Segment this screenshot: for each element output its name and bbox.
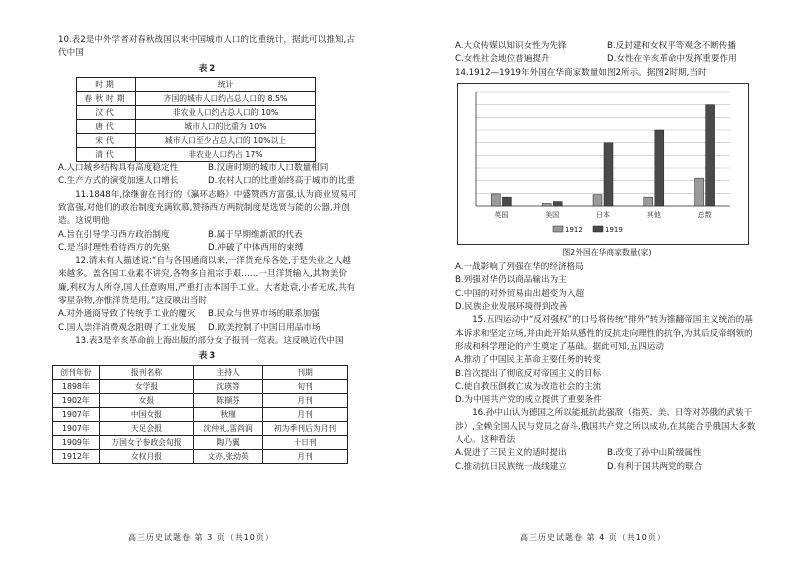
table-header: 主持人: [194, 365, 263, 379]
q16-options-row2: [455, 461, 759, 474]
q12-option-c[interactable]: C.国人崇洋消费观念阻碍了工业发展: [58, 322, 196, 333]
table-cell: 汉代: [77, 105, 136, 119]
table-header-row: [53, 365, 348, 379]
x-tick-label: 日本: [596, 210, 610, 219]
bar-1912-0: [491, 194, 500, 206]
table-cell: 文亦,张幼英: [194, 449, 263, 463]
footer-right: 高三历史试题卷 第 4 页（共10页）: [520, 533, 666, 542]
table-cell: 女学报: [99, 379, 193, 393]
table-cell: 齐国的城市人口约占总人口的 8.5%: [136, 91, 316, 105]
table-row: [53, 379, 348, 393]
legend-label-1919: 1919: [605, 225, 623, 234]
table-header: 时期: [77, 77, 136, 91]
q10-option-d[interactable]: D.农村人口的比重始终高于城市的比重: [208, 176, 355, 187]
table-header: 报刊名称: [99, 365, 193, 379]
table-cell: 月刊: [263, 449, 348, 463]
table-cell: 月刊: [263, 393, 348, 407]
table-cell: 万国女子参政会旬报: [99, 435, 193, 449]
figure2-caption: 图2外国在华商家数量(家): [562, 247, 652, 257]
q14-option-c[interactable]: C.中国的对外贸易由出超变为入超: [455, 288, 585, 299]
q10-option-a[interactable]: A.人口城乡结构具有高度稳定性: [58, 162, 179, 173]
table-cell: 中国女报: [99, 407, 193, 421]
table-row: [53, 393, 348, 407]
q15-stem: 15.五四运动中“反对强权”的口号将传统“排外”转为推翻帝国主义统治的基本诉求和坚定立场,并由此开始从感性的反抗走向理性的抗争,为其后反帝纲领的形成和科学理论的产生奠定了基础。据此可知,五四运动: [455, 315, 753, 352]
bar-1912-3: [644, 197, 653, 206]
q11-options-row2: [58, 242, 358, 255]
q11-option-b[interactable]: B.属于早期维新派的代表: [208, 229, 303, 240]
q13-option-a[interactable]: A.大众传媒以知识女性为先锋: [455, 41, 567, 51]
q14-option-d[interactable]: D.民族企业发展环境得到改善: [455, 301, 568, 312]
bar-1912-2: [593, 195, 602, 206]
q12-stem: 12.清末有人描述说:“自与各国通商以来,一洋货充斥各处,于是失业之人越来越多。盖各国工业素不讲究,各物多自祖宗手艰……一旦洋货输入,其物美价廉,利权为人所夺,国人任意购用,严重打击本国手工业。大者赴衰,小者无成,共有零星杂物,亦惟洋货是用。”这反映出当时: [58, 256, 356, 307]
table-row: [77, 105, 316, 119]
figure2-svg: [458, 84, 748, 244]
table-cell: 城市人口的比重为 10%: [136, 119, 316, 133]
table-row: [77, 91, 316, 105]
table-cell: 十日刊: [263, 435, 348, 449]
q10-options-row1: [58, 162, 358, 175]
q10-stem: 10.表2是中外学者对春秋战国以来中国城市人口的比重统计，据此可以推知,古代中国: [58, 35, 355, 59]
q12-options-row1: [58, 308, 358, 321]
table-row: [53, 449, 348, 463]
q12-option-b[interactable]: B.民众与世界市场的联系加强: [208, 309, 320, 320]
legend-swatch-1919: [593, 226, 603, 232]
bar-1919-1: [553, 202, 562, 206]
table-header-row: [77, 77, 316, 91]
q13-stem: 13.表3是辛亥革命前上海出版的部分女子报刊一览表。这反映近代中国: [75, 336, 344, 346]
table-cell: 女权月报: [99, 449, 193, 463]
table3-title: 表3: [198, 351, 218, 362]
q16-option-d[interactable]: D.有利于国共两党的联合: [607, 461, 703, 472]
q10-option-c[interactable]: C.生产方式的演变加速人口增长: [58, 176, 179, 187]
table-cell: 1909年: [53, 435, 100, 449]
bar-1919-4: [706, 105, 715, 206]
table-row: [53, 407, 348, 421]
x-tick-label: 总数: [697, 210, 712, 219]
legend-swatch-1912: [553, 226, 563, 232]
table-header: 创刊年份: [53, 365, 100, 379]
q16-option-a[interactable]: A.促进了三民主义的适时提出: [455, 448, 567, 459]
x-tick-label: 美国: [545, 210, 560, 219]
table-cell: 沈仲礼,雷尚润: [194, 421, 263, 435]
bar-1919-0: [502, 197, 511, 206]
table3: [52, 365, 348, 464]
q15-option-b[interactable]: B.首次提出了彻底反对帝国主义的目标: [455, 368, 602, 379]
table-cell: 1912年: [53, 449, 100, 463]
legend-label-1912: 1912: [565, 225, 583, 234]
q15-option-c[interactable]: C.使自救压倒救亡成为改造社会的主流: [455, 381, 602, 392]
table-cell: 女报: [99, 393, 193, 407]
figure2-chart: [457, 83, 749, 245]
q13-option-b[interactable]: B.反封建和女权平等观念不断传播: [607, 41, 736, 51]
table-row: [77, 133, 316, 147]
table-cell: 秋瑾: [194, 407, 263, 421]
q15-options: [455, 354, 759, 407]
table-header: 刊期: [263, 365, 348, 379]
table-cell: 陈撷芬: [194, 393, 263, 407]
q11-options-row1: [58, 229, 358, 242]
table-cell: 月刊: [263, 407, 348, 421]
q11-option-a[interactable]: A.旨在引导学习西方政治制度: [58, 229, 170, 240]
table-cell: 沈瑛等: [194, 379, 263, 393]
q10-option-b[interactable]: B.汉唐时期的城市人口数量相同: [208, 162, 329, 173]
table-row: [77, 119, 316, 133]
q13-options-row2: [455, 53, 759, 66]
table-row: [53, 435, 348, 449]
q13-option-c[interactable]: C.女性社会地位普遍提升: [455, 54, 550, 65]
q13-options-row1: [455, 40, 759, 53]
table-cell: 春秋时期: [77, 91, 136, 105]
table-cell: 非农业人口约占总人口的 10%: [136, 105, 316, 119]
q14-option-a[interactable]: A.一战影响了列强在华的经济格局: [455, 262, 584, 273]
q11-option-d[interactable]: D.冲破了中体西用的束缚: [208, 242, 304, 253]
table-cell: 宋代: [77, 133, 136, 147]
table2-title: 表2: [198, 63, 218, 74]
q11-stem: 11.1848年,徐继畬在刊行的《瀛环志略》中盛赞西方富强,认为商业贸易可致富强,对他们的政治制度充满钦慕,赞扬西方两院制度是选贤与能的公器,并创造。这说明他: [58, 189, 357, 227]
bar-1912-4: [695, 178, 704, 206]
footer-left: 高三历史试题卷 第 3 页（共10页）: [128, 533, 274, 542]
table-cell: 1902年: [53, 393, 100, 407]
q16-options-row1: [455, 447, 759, 460]
table-cell: 1907年: [53, 407, 100, 421]
q16-stem: 16.孙中山认为德国之所以能抵抗此强敌（指英、美、日等对苏俄的武装干涉）,全赖全国人民与党员之奋斗,俄国共产党之所以成功,在其能合乎俄国大多数人心。这种看法: [455, 408, 756, 446]
table-cell: 1898年: [53, 379, 100, 393]
q14-option-b[interactable]: B.列强对华仍以商品输出为主: [455, 275, 567, 286]
q14-stem: 14.1912—1919年外国在华商家数量如图2所示。据图2时期,当时: [455, 67, 707, 78]
table-cell: 1907年: [53, 421, 100, 435]
table-cell: 天足会报: [99, 421, 193, 435]
q13-option-d[interactable]: D.女性在辛亥革命中发挥重要作用: [607, 54, 737, 65]
q15-option-a[interactable]: A.推动了中国民主革命主要任务的转变: [455, 355, 601, 366]
table-cell: 旬刊: [263, 379, 348, 393]
q14-options: [455, 261, 759, 314]
q15-option-d[interactable]: D.为中国共产党的成立提供了重要条件: [455, 395, 602, 406]
table-cell: 城市人口至少占总人口的 10%以上: [136, 133, 316, 147]
bar-1919-2: [604, 143, 613, 206]
bar-1919-3: [655, 130, 664, 206]
bar-1912-1: [542, 203, 551, 206]
table-header: 统计: [136, 77, 316, 91]
table-row: [53, 421, 348, 435]
q10-options-row2: [58, 175, 358, 188]
table-cell: 初为季刊后为月刊: [263, 421, 348, 435]
q12-option-d[interactable]: D.欧美控制了中国日用品市场: [208, 322, 321, 333]
q16-option-b[interactable]: B.改变了孙中山阶级属性: [607, 448, 702, 459]
x-tick-label: 英国: [494, 210, 509, 219]
q11-option-c[interactable]: C.是当时理性看待西方的先驱: [58, 242, 170, 253]
right-column: [455, 40, 759, 474]
table-cell: 清代: [77, 147, 136, 161]
table-row: [77, 147, 316, 161]
table-cell: 非农业人口约占 17%: [136, 147, 316, 161]
q12-option-a[interactable]: A.对外通商导致了传统手工业的覆灭: [58, 309, 196, 320]
left-column: [58, 34, 358, 464]
x-tick-label: 其他: [646, 210, 661, 219]
table2: [76, 77, 316, 162]
table-cell: 唐代: [77, 119, 136, 133]
q16-option-c[interactable]: C.推动抗日民族统一战线建立: [455, 461, 567, 472]
table-cell: 陶乃翼: [194, 435, 263, 449]
q12-options-row2: [58, 322, 358, 335]
